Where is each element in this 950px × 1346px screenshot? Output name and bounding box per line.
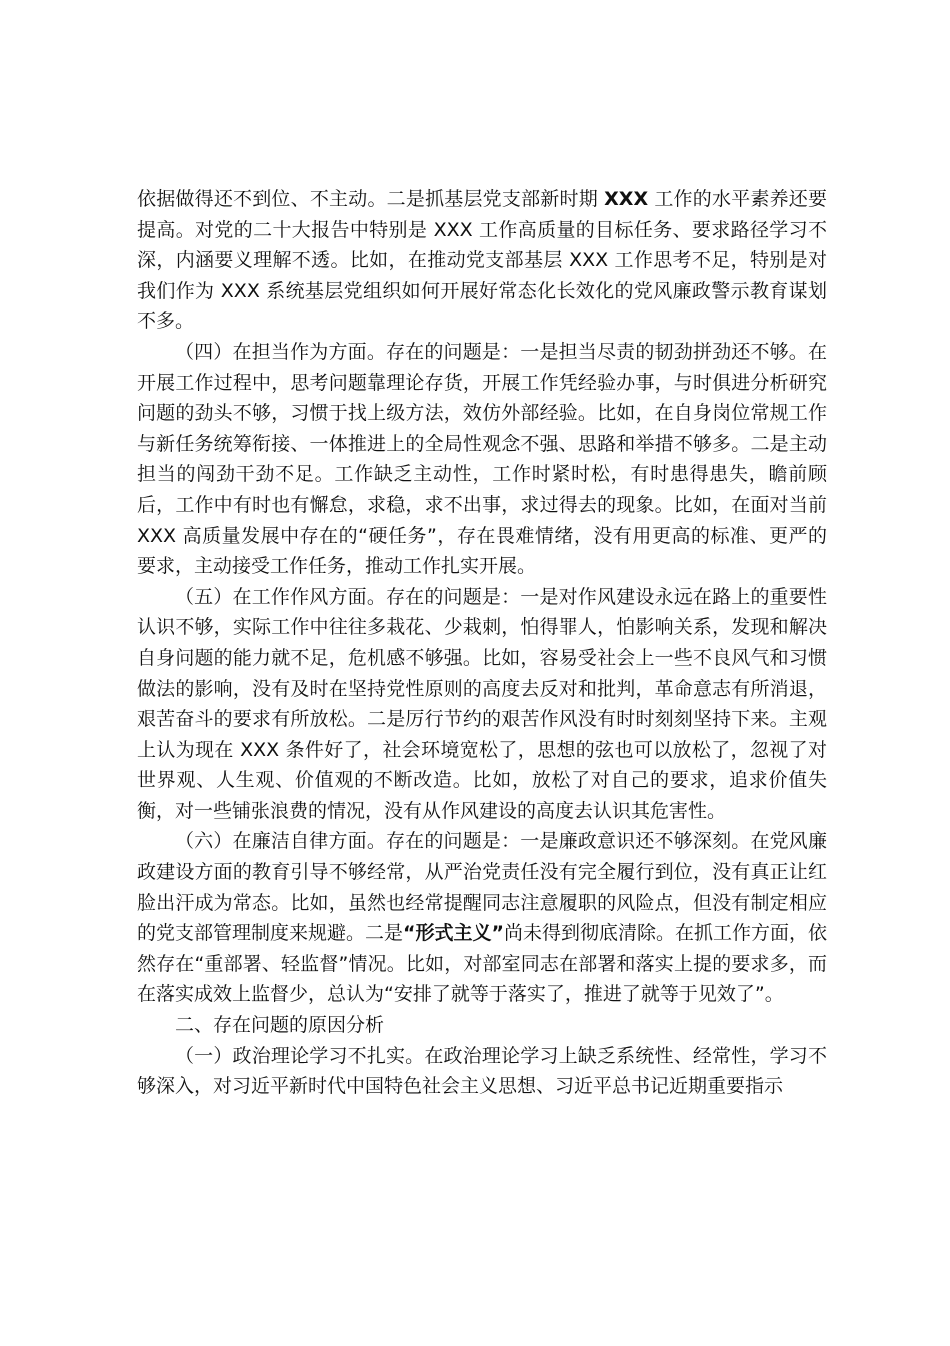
text-segment: （四）在担当作为方面。存在的问题是：一是担当尽责的韧劲拼劲还不够。在开展工作过程中，思考问题靠理论存货，开展工作凭经验办事，与时俱进分析研究问题的劲头不够，习惯于找上级方法，效仿外部经验。比如，在自身岗位常规工作与新任务统筹衔接、一体推进上的全局性观念不强、思路和举措不够多。二是主动担当的闯劲干劲不足。工作缺乏主动性，工作时紧时松，有时患得患失，瞻前顾后，工作中有时也有懈怠，求稳，求不出事，求过得去的现象。比如，在面对当前 XXX 高质量发展中存在的“硬任务”，存在畏难情绪，没有用更高的标准、更严的要求，主动接受工作任务，推动工作扎实开展。 bbox=[137, 340, 827, 578]
paragraph-section-four bbox=[137, 337, 827, 582]
paragraph-section-six bbox=[137, 826, 827, 1010]
text-segment: 工作的水平素养还要提高。对党的二十大报告中特别是 XXX 工作高质量的目标任务、要求路径学习不深，内涵要义理解不透。比如，在推动党支部基层 XXX 工作思考不足，特别是对我们作为 XXX 系统基层党组织如何开展好常态化长效化的党风廉政警示教育谋划不多。 bbox=[137, 188, 827, 333]
bold-segment: XXX bbox=[604, 188, 649, 210]
text-segment: 尚未得到彻底清除。在抓工作方面，依然存在“重部署、轻监督”情况。比如，对部室同志在部署和落实上提的要求多，而在落实成效上监督少，总认为“安排了就等于落实了，推进了就等于见效了”。 bbox=[137, 922, 828, 1006]
text-segment: （一）政治理论学习不扎实。在政治理论学习上缺乏系统性、经常性，学习不够深入，对习近平新时代中国特色社会主义思想、习近平总书记近期重要指示 bbox=[137, 1044, 827, 1098]
paragraph-section-five bbox=[137, 582, 827, 827]
paragraph-cause-one bbox=[137, 1041, 827, 1102]
text-segment: （五）在工作作风方面。存在的问题是：一是对作风建设永远在路上的重要性认识不够，实际工作中往往多栽花、少栽刺，怕得罪人，怕影响关系，发现和解决自身问题的能力就不足，危机感不够强。比如，容易受社会上一些不良风气和习惯做法的影响，没有及时在坚持党性原则的高度去反对和批判，革命意志有所消退，艰苦奋斗的要求有所放松。二是厉行节约的艰苦作风没有时时刻刻坚持下来。主观上认为现在 XXX 条件好了，社会环境宽松了，思想的弦也可以放松了，忽视了对世界观、人生观、价值观的不断改造。比如，放松了对自己的要求，追求价值失衡，对一些铺张浪费的情况，没有从作风建设的高度去认识其危害性。 bbox=[137, 585, 827, 822]
document-body bbox=[137, 184, 827, 1102]
paragraph-continuation bbox=[137, 184, 827, 337]
text-segment: 依据做得还不到位、不主动。二是抓基层党支部新时期 bbox=[137, 188, 605, 210]
text-segment: （六）在廉洁自律方面。存在的问题是：一是廉政意识还不够深刻。在党风廉政建设方面的教育引导不够经常，从严治党责任没有完全履行到位，没有真正让红脸出汗成为常态。比如，虽然也经常提醒同志注意履职的风险点，但没有制定相应的党支部管理制度来规避。二是 bbox=[137, 830, 827, 945]
heading-text: 二、存在问题的原因分析 bbox=[175, 1014, 385, 1037]
section-heading-two bbox=[137, 1010, 827, 1041]
bold-segment: “形式主义” bbox=[403, 922, 504, 945]
